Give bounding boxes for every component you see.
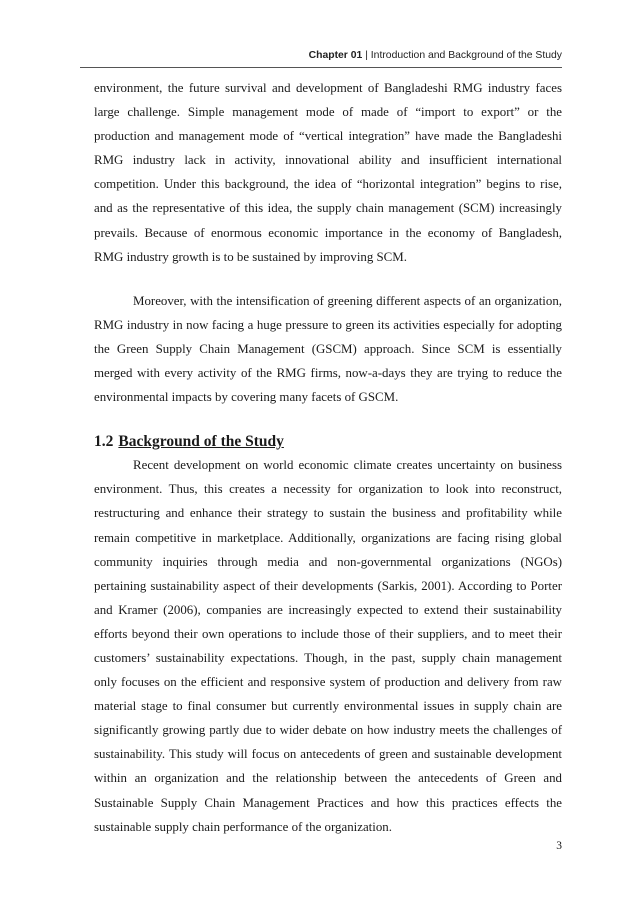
- running-header: [0, 50, 562, 61]
- section-number: 1.2: [94, 433, 114, 451]
- header-rule: [80, 67, 562, 68]
- background-paragraph: Recent development on world economic climate creates uncertainty on business environment. Thus, this creates a necessity for organization to look into reconstruct, restructuring and enhance their strategy to sustain the business and profitability while remain competitive in marketplace. Additionally, organizations are facing rising global community inquiries through media and non-governmental organizations (NGOs) pertaining sustainability aspect of their developments (Sarkis, 2001). According to Porter and Kramer (2006), companies are increasingly expected to extend their sustainability efforts beyond their own operations to include those of their suppliers, and to meet their customers’ sustainability expectations. Though, in the past, supply chain management only focuses on the efficient and responsive system of production and delivery from raw material stage to final consumer but currently environmental issues in supply chain are significantly growing partly due to wider debate on how industry meets the challenges of sustainability. This study will focus on antecedents of green and sustainable development within an organization and the relationship between the antecedents of Green and Sustainable Supply Chain Management Practices and how this practices effects the sustainable supply chain performance of the organization.: [94, 458, 562, 834]
- section-title: Background of the Study: [118, 433, 284, 451]
- continuation-paragraph: environment, the future survival and development of Bangladeshi RMG industry faces large challenge. Simple management mode of made of “import to export” or the production and management mode of “vertical integration” have made the Bangladeshi RMG industry lack in activity, innovational ability and insufficient international competition. Under this background, the idea of “horizontal integration” begins to rise, and as the representative of this idea, the supply chain management (SCM) increasingly prevails. Because of enormous economic importance in the economy of Bangladesh, RMG industry growth is to be sustained by improving SCM.: [94, 81, 562, 264]
- moreover-paragraph: Moreover, with the intensification of greening different aspects of an organization, RMG industry in now facing a huge pressure to green its activities especially for adopting the Green Supply Chain Management (GSCM) approach. Since SCM is essentially merged with every activity of the RMG firms, now-a-days they are trying to reduce the environmental impacts by covering many facets of GSCM.: [94, 293, 562, 405]
- header-title: Introduction and Background of the Study: [370, 50, 562, 61]
- header-chapter: Chapter 01: [308, 50, 363, 61]
- header-separator: |: [362, 50, 371, 61]
- page-body: [94, 76, 562, 839]
- page-number: 3: [556, 840, 562, 852]
- section-heading: [94, 430, 562, 454]
